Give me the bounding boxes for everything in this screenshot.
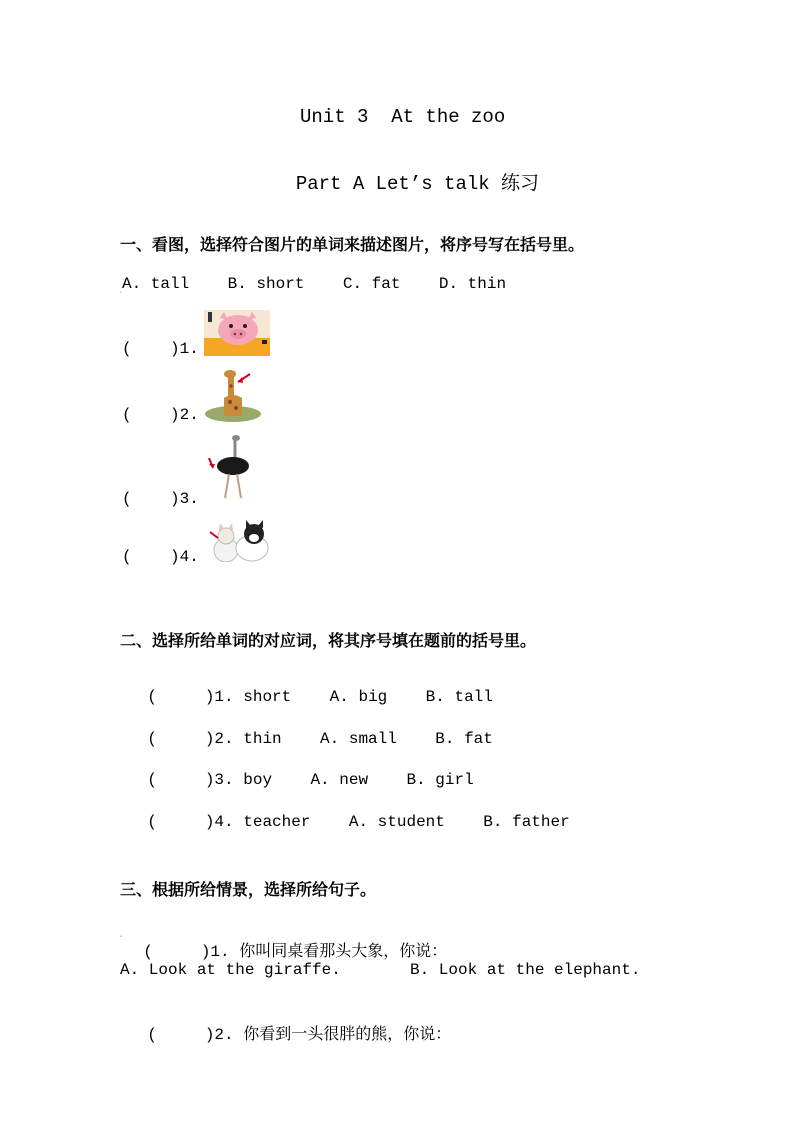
question-text: 你看到一头很胖的熊，你说：: [243, 1024, 452, 1043]
section1-heading: 一、看图，选择符合图片的单词来描述图片，将序号写在括号里。: [120, 235, 585, 254]
situation-question-2: [128, 1003, 451, 1044]
row-blank: ( ): [147, 688, 215, 706]
situation-1-option-b: B. Look at the elephant.: [410, 961, 641, 979]
question-4-blank: ( )4.: [122, 548, 199, 566]
row-word: short: [243, 688, 292, 706]
situation-1-option-a: A. Look at the giraffe.: [120, 961, 341, 979]
row-blank: ( ): [147, 813, 215, 831]
subtitle-text: Part A Let’s talk 练习: [295, 173, 540, 195]
row-number: 1.: [214, 688, 234, 706]
row-number: 2.: [214, 730, 234, 748]
matching-row: [128, 753, 474, 789]
section1-options: A. tall B. short C. fat D. thin: [122, 275, 507, 293]
page-subtitle: [273, 146, 539, 195]
cats-picture: [206, 520, 272, 562]
question-blank: ( )1.: [143, 943, 230, 961]
row-option-a: A. new: [310, 771, 369, 789]
question-blank: ( )2.: [147, 1026, 234, 1044]
situation-question-1: [124, 920, 447, 961]
row-option-a: A. small: [320, 730, 397, 748]
question-text: 你叫同桌看那头大象，你说：: [239, 941, 448, 960]
row-option-b: B. fat: [435, 730, 493, 748]
page-title: Unit 3 At the zoo: [300, 106, 506, 128]
matching-row: [128, 670, 493, 706]
row-word: boy: [243, 771, 273, 789]
ostrich-picture: [205, 434, 255, 502]
question-2-blank: ( )2.: [122, 406, 199, 424]
row-word: thin: [243, 730, 282, 748]
row-blank: ( ): [147, 730, 215, 748]
question-1-blank: ( )1.: [122, 340, 199, 358]
row-option-a: A. big: [329, 688, 388, 706]
pig-picture: [204, 310, 270, 356]
giraffe-picture: [204, 368, 262, 422]
row-option-b: B. girl: [406, 771, 474, 789]
row-option-a: A. student: [348, 813, 445, 831]
row-option-b: B. father: [483, 813, 570, 831]
row-number: 4.: [214, 813, 234, 831]
section3-heading: 三、根据所给情景，选择所给句子。: [120, 880, 377, 899]
matching-row: [128, 795, 570, 831]
decorative-dot: .: [118, 286, 125, 297]
row-option-b: B. tall: [425, 688, 493, 706]
matching-row: [128, 712, 493, 748]
row-number: 3.: [214, 771, 234, 789]
decorative-dot: .: [118, 930, 125, 941]
row-blank: ( ): [147, 771, 215, 789]
row-word: teacher: [243, 813, 311, 831]
question-3-blank: ( )3.: [122, 490, 199, 508]
section2-heading: 二、选择所给单词的对应词，将其序号填在题前的括号里。: [120, 631, 537, 650]
